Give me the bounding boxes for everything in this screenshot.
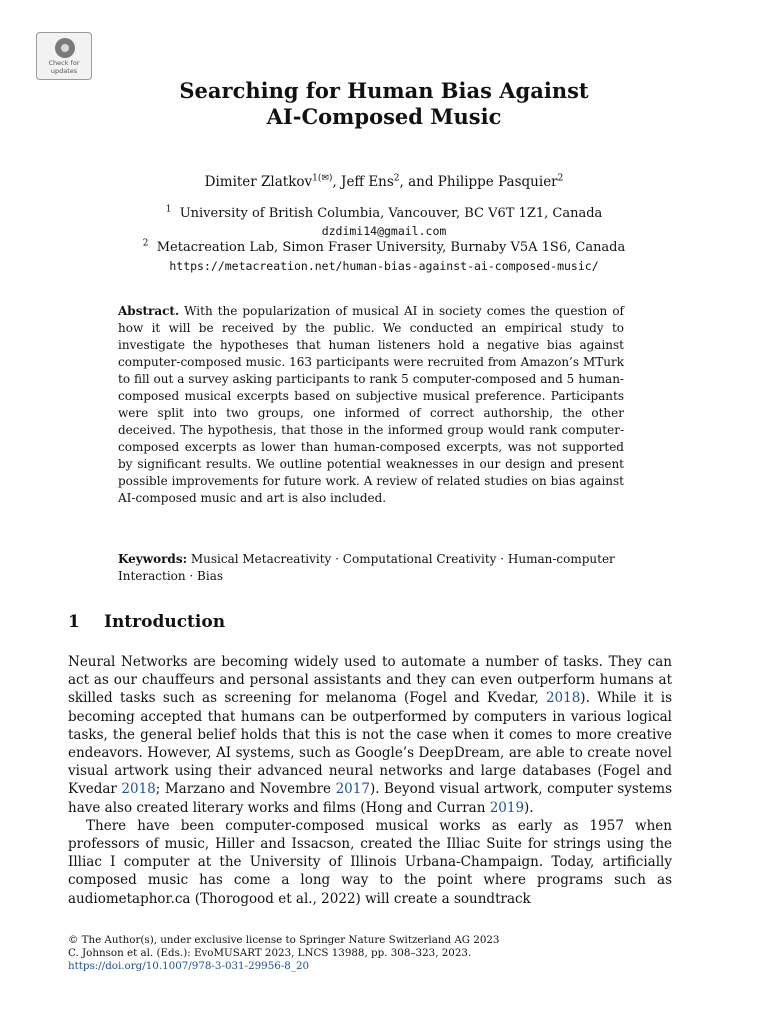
- author-list: Dimiter Zlatkov$^{1(✉)}$, Jeff Ens$^2$, and Philippe Pasquier$^2$: [204, 173, 564, 190]
- citation-link[interactable]: 2018: [121, 781, 156, 798]
- citation-link[interactable]: 2017: [335, 781, 370, 798]
- affiliation-2: $^2$ Metacreation Lab, Simon Fraser University, Burnaby V5A 1S6, Canada: [142, 238, 626, 255]
- author-email[interactable]: dzdimi14@gmail.com: [321, 224, 447, 238]
- copyright-line: © The Author(s), under exclusive license to Springer Nature Switzerland AG 2023: [68, 934, 500, 946]
- abstract-text: With the popularization of musical AI in society comes the question of how it will be received by the public. We conducted an empirical study to investigate the hypotheses that human listeners hold a negative bias against computer-composed music. 163 participants were recruited from Amazon’s MTurk to fill out a survey asking participants to rank 5 computer-composed and 5 human-composed musical excerpts based on subjective musical preference. Participants were split into two groups, one informed of correct authorship, the other deceived. The hypothesis, that those in the informed group would rank computer-composed excerpts as lower than human-composed excerpts, was not supported by significant results. We outline potential weaknesses in our design and present possible improvements for future work. A review of related studies on bias against AI-composed music and art is also included.: [118, 304, 624, 505]
- editors-line: C. Johnson et al. (Eds.): EvoMUSART 2023, LNCS 13988, pp. 308–323, 2023.: [68, 947, 472, 959]
- keywords-label: Keywords:: [118, 552, 188, 566]
- body-text: [68, 653, 672, 908]
- citation-link[interactable]: 2018: [545, 690, 581, 707]
- paragraph-1: Neural Networks are becoming widely used to automate a number of tasks. They can act as our chauffeurs and personal assistants and they can even outperform humans at skilled tasks such as screening for melanoma (Fogel and Kvedar, 2018). While it is becoming accepted that humans can be outperformed by computers in various logical tasks, the general belief holds that this is not the case when it comes to more creative endeavors. However, AI systems, such as Google’s DeepDream, are able to create novel visual artwork using their advanced neural networks and large databases (Fogel and Kvedar 2018; Marzano and Novembre 2017). Beyond visual artwork, computer systems have also created literary works and films (Hong and Curran 2019).: [68, 654, 672, 816]
- affiliation-1: $^1$ University of British Columbia, Vancouver, BC V6T 1Z1, Canada: [165, 204, 603, 221]
- keywords-text: Musical Metacreativity · Computational Creativity · Human-computer Interaction · Bias: [118, 552, 615, 583]
- abstract: [118, 303, 624, 507]
- section-heading: 1 Introduction: [68, 612, 226, 632]
- badge-label: Check for updates: [48, 59, 80, 75]
- keywords: [118, 551, 624, 585]
- check-for-updates-icon: [55, 38, 75, 58]
- paper-title: Searching for Human Bias Against AI-Composed Music: [179, 78, 589, 129]
- check-for-updates-badge[interactable]: [36, 32, 92, 80]
- citation-link[interactable]: 2019: [489, 799, 525, 816]
- doi-link[interactable]: https://doi.org/10.1007/978-3-031-29956-8_20: [68, 960, 310, 972]
- project-url[interactable]: https://metacreation.net/human-bias-against-ai-composed-music/: [169, 259, 599, 273]
- abstract-label: Abstract.: [118, 304, 180, 318]
- footer: [68, 934, 499, 973]
- paragraph-2: There have been computer-composed musical works as early as 1957 when professors of music, Hiller and Issacson, created the Illiac Suite for strings using the Illiac I computer at the University of Illinois Urbana-Champaign. Today, artificially composed music has come a long way to the point where programs such as audiometaphor.ca (Thorogood et al., 2022) will create a soundtrack: [68, 817, 672, 907]
